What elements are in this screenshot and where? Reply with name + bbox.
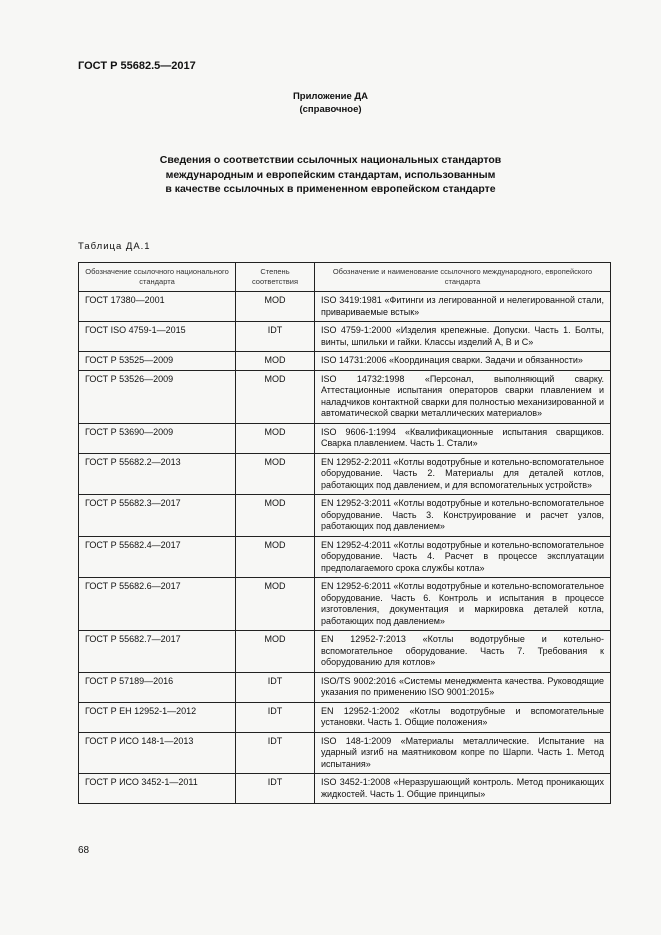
- conformity-degree-cell: MOD: [236, 292, 315, 322]
- reference-standard-cell: ISO 148-1:2009 «Материалы металлические. Испытание на ударный изгиб на маятниковом копре по Шарпи. Часть 1. Метод испытания»: [315, 732, 611, 774]
- reference-standard-cell: EN 12952-3:2011 «Котлы водотрубные и котельно-вспомогательное оборудование. Часть 3. Конструирование и расчет узлов, работающих под давлением»: [315, 495, 611, 537]
- table-row: [79, 536, 611, 578]
- table-row: [79, 370, 611, 423]
- table-row: [79, 352, 611, 371]
- conformity-degree-cell: MOD: [236, 423, 315, 453]
- section-heading-line: Сведения о соответствии ссылочных национальных стандартов: [159, 154, 502, 166]
- national-standard-cell: ГОСТ Р 55682.2—2013: [79, 453, 236, 495]
- column-header-reference: Обозначение и наименование ссылочного международного, европейского стандарта: [315, 263, 611, 292]
- appendix-subtitle: (справочное): [299, 104, 362, 115]
- table-row: [79, 631, 611, 673]
- conformity-degree-cell: IDT: [236, 702, 315, 732]
- conformity-degree-cell: MOD: [236, 453, 315, 495]
- conformity-degree-cell: IDT: [236, 322, 315, 352]
- national-standard-cell: ГОСТ Р 55682.3—2017: [79, 495, 236, 537]
- conformity-degree-cell: MOD: [236, 536, 315, 578]
- reference-standard-cell: ISO/TS 9002:2016 «Системы менеджмента качества. Руководящие указания по применению ISO 9001:2015»: [315, 672, 611, 702]
- table-row: [79, 322, 611, 352]
- table-row: [79, 774, 611, 804]
- page-number: 68: [78, 845, 90, 856]
- table-body: [79, 292, 611, 804]
- section-heading: [0, 153, 661, 197]
- column-header-degree: Степень соответствия: [236, 263, 315, 292]
- national-standard-cell: ГОСТ Р ЕН 12952-1—2012: [79, 702, 236, 732]
- national-standard-cell: ГОСТ Р ИСО 148-1—2013: [79, 732, 236, 774]
- national-standard-cell: ГОСТ Р 55682.7—2017: [79, 631, 236, 673]
- table-caption: Таблица ДА.1: [78, 241, 151, 252]
- table-row: [79, 495, 611, 537]
- section-heading-line: международным и европейским стандартам, использованным: [165, 168, 496, 181]
- reference-standard-cell: EN 12952-6:2011 «Котлы водотрубные и котельно-вспомогательное оборудование. Часть 6. Контроль и испытания в процессе изготовления, документация и маркировка деталей котла, работающих под давлением»: [315, 578, 611, 631]
- table-row: [79, 292, 611, 322]
- conformity-degree-cell: MOD: [236, 578, 315, 631]
- reference-standard-cell: ISO 4759-1:2000 «Изделия крепежные. Допуски. Часть 1. Болты, винты, шпильки и гайки. Классы изделий А, В и С»: [315, 322, 611, 352]
- appendix-title: Приложение ДА: [292, 91, 369, 102]
- reference-standard-cell: ISO 14732:1998 «Персонал, выполняющий сварку. Аттестационные испытания операторов сварки плавлением и наладчиков контактной сварки для полностью механизированной и автоматической сварки металлических материалов»: [315, 370, 611, 423]
- table-row: [79, 453, 611, 495]
- conformity-degree-cell: IDT: [236, 672, 315, 702]
- national-standard-cell: ГОСТ ISO 4759-1—2015: [79, 322, 236, 352]
- appendix-heading: [0, 90, 661, 116]
- table-header-row: [79, 263, 611, 292]
- national-standard-cell: ГОСТ 17380—2001: [79, 292, 236, 322]
- conformity-degree-cell: MOD: [236, 352, 315, 371]
- national-standard-cell: ГОСТ Р 53690—2009: [79, 423, 236, 453]
- table-row: [79, 423, 611, 453]
- reference-standard-cell: EN 12952-1:2002 «Котлы водотрубные и вспомогательные установки. Часть 1. Общие положения»: [315, 702, 611, 732]
- reference-standard-cell: ISO 9606-1:1994 «Квалификационные испытания сварщиков. Сварка плавлением. Часть 1. Стали»: [315, 423, 611, 453]
- national-standard-cell: ГОСТ Р 53525—2009: [79, 352, 236, 371]
- conformity-degree-cell: MOD: [236, 495, 315, 537]
- reference-standard-cell: ISO 3452-1:2008 «Неразрушающий контроль. Метод проникающих жидкостей. Часть 1. Общие принципы»: [315, 774, 611, 804]
- conformity-degree-cell: IDT: [236, 732, 315, 774]
- national-standard-cell: ГОСТ Р 53526—2009: [79, 370, 236, 423]
- section-heading-line: в качестве ссылочных в примененном европейском стандарте: [165, 183, 496, 195]
- reference-standard-cell: EN 12952-7:2013 «Котлы водотрубные и котельно-вспомогательное оборудование. Часть 7. Требования к оборудованию для котлов»: [315, 631, 611, 673]
- national-standard-cell: ГОСТ Р 55682.4—2017: [79, 536, 236, 578]
- table-row: [79, 732, 611, 774]
- document-code: ГОСТ Р 55682.5—2017: [78, 60, 196, 72]
- reference-standard-cell: ISO 14731:2006 «Координация сварки. Задачи и обязанности»: [315, 352, 611, 371]
- national-standard-cell: ГОСТ Р ИСО 3452-1—2011: [79, 774, 236, 804]
- reference-standard-cell: ISO 3419:1981 «Фитинги из легированной и нелегированной стали, привариваемые встык»: [315, 292, 611, 322]
- conformity-degree-cell: IDT: [236, 774, 315, 804]
- conformity-degree-cell: MOD: [236, 631, 315, 673]
- table-row: [79, 702, 611, 732]
- national-standard-cell: ГОСТ Р 57189—2016: [79, 672, 236, 702]
- national-standard-cell: ГОСТ Р 55682.6—2017: [79, 578, 236, 631]
- conformity-degree-cell: MOD: [236, 370, 315, 423]
- column-header-national: Обозначение ссылочного национального стандарта: [79, 263, 236, 292]
- reference-standard-cell: EN 12952-4:2011 «Котлы водотрубные и котельно-вспомогательное оборудование. Часть 4. Расчет в процессе эксплуатации предполагаемого срока службы котла»: [315, 536, 611, 578]
- table-row: [79, 672, 611, 702]
- reference-standard-cell: EN 12952-2:2011 «Котлы водотрубные и котельно-вспомогательное оборудование. Часть 2. Материалы для деталей котлов, работающих под давлением, и для вспомогательных устройств»: [315, 453, 611, 495]
- correspondence-table: [78, 262, 611, 804]
- table-row: [79, 578, 611, 631]
